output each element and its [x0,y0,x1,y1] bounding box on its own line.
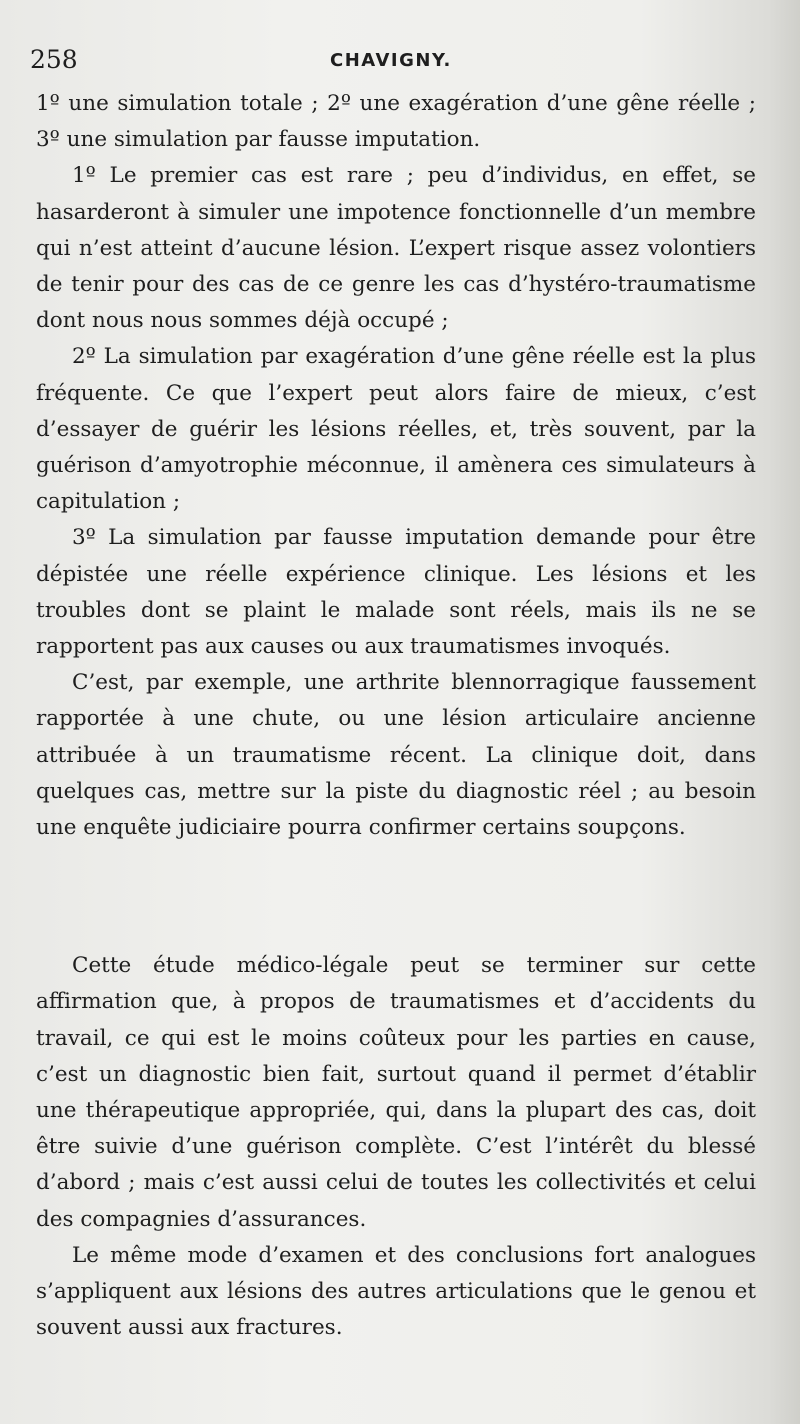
body-text [36,86,756,1347]
paragraph-conclusion: Cette étude médico-légale peut se terminer sur cette affirmation que, à propos de traumatismes et d’accidents du travail, ce qui est le moins coûteux pour les parties en cause, c’est un diagnostic bien fait, surtout quand il permet d’établir une thérapeutique appropriée, qui, dans la plupart des cas, doit être suivie d’une guérison complète. C’est l’intérêt du blessé d’abord ; mais c’est aussi celui de toutes les collectivités et celui des compagnies d’assurances. [36,953,756,1232]
running-title: CHAVIGNY. [330,50,452,71]
section-break [36,846,756,948]
paragraph-exaggeration: 2º La simulation par exagération d’une gêne réelle est la plus fréquente. Ce que l’expert peut alors faire de mieux, c’est d’essayer de guérir les lésions réelles, et, très souvent, par la guérison d’amyotrophie méconnue, il amènera ces simulateurs à capitulation ; [36,344,756,515]
paragraph-total-simulation: 1º Le premier cas est rare ; peu d’individus, en effet, se hasarderont à simuler une impotence fonctionnelle d’un membre qui n’est atteint d’aucune lésion. L’expert risque assez volontiers de tenir pour des cas de ce genre les cas d’hystéro-traumatisme dont nous nous sommes déjà occupé ; [36,163,756,334]
page-number: 258 [30,45,78,74]
page-header [30,42,770,78]
paragraph-final: Le même mode d’examen et des conclusions fort analogues s’appliquent aux lésions des autres articulations que le genou et souvent aussi aux fractures. [36,1242,756,1341]
paragraph-example: C’est, par exemple, une arthrite blennorragique faussement rapportée à une chute, ou une lésion articulaire ancienne attribuée à un traumatisme récent. La clinique doit, dans quelques cas, mettre sur la piste du diagnostic réel ; au besoin une enquête judiciaire pourra confirmer certains soupçons. [36,670,756,841]
paragraph-simulation-types: 1º une simulation totale ; 2º une exagération d’une gêne réelle ; 3º une simulation par fausse imputation. [36,91,756,153]
paragraph-false-imputation: 3º La simulation par fausse imputation demande pour être dépistée une réelle expérience clinique. Les lésions et les troubles dont se plaint le malade sont réels, mais ils ne se rapportent pas aux causes ou aux traumatismes invoqués. [36,525,756,660]
